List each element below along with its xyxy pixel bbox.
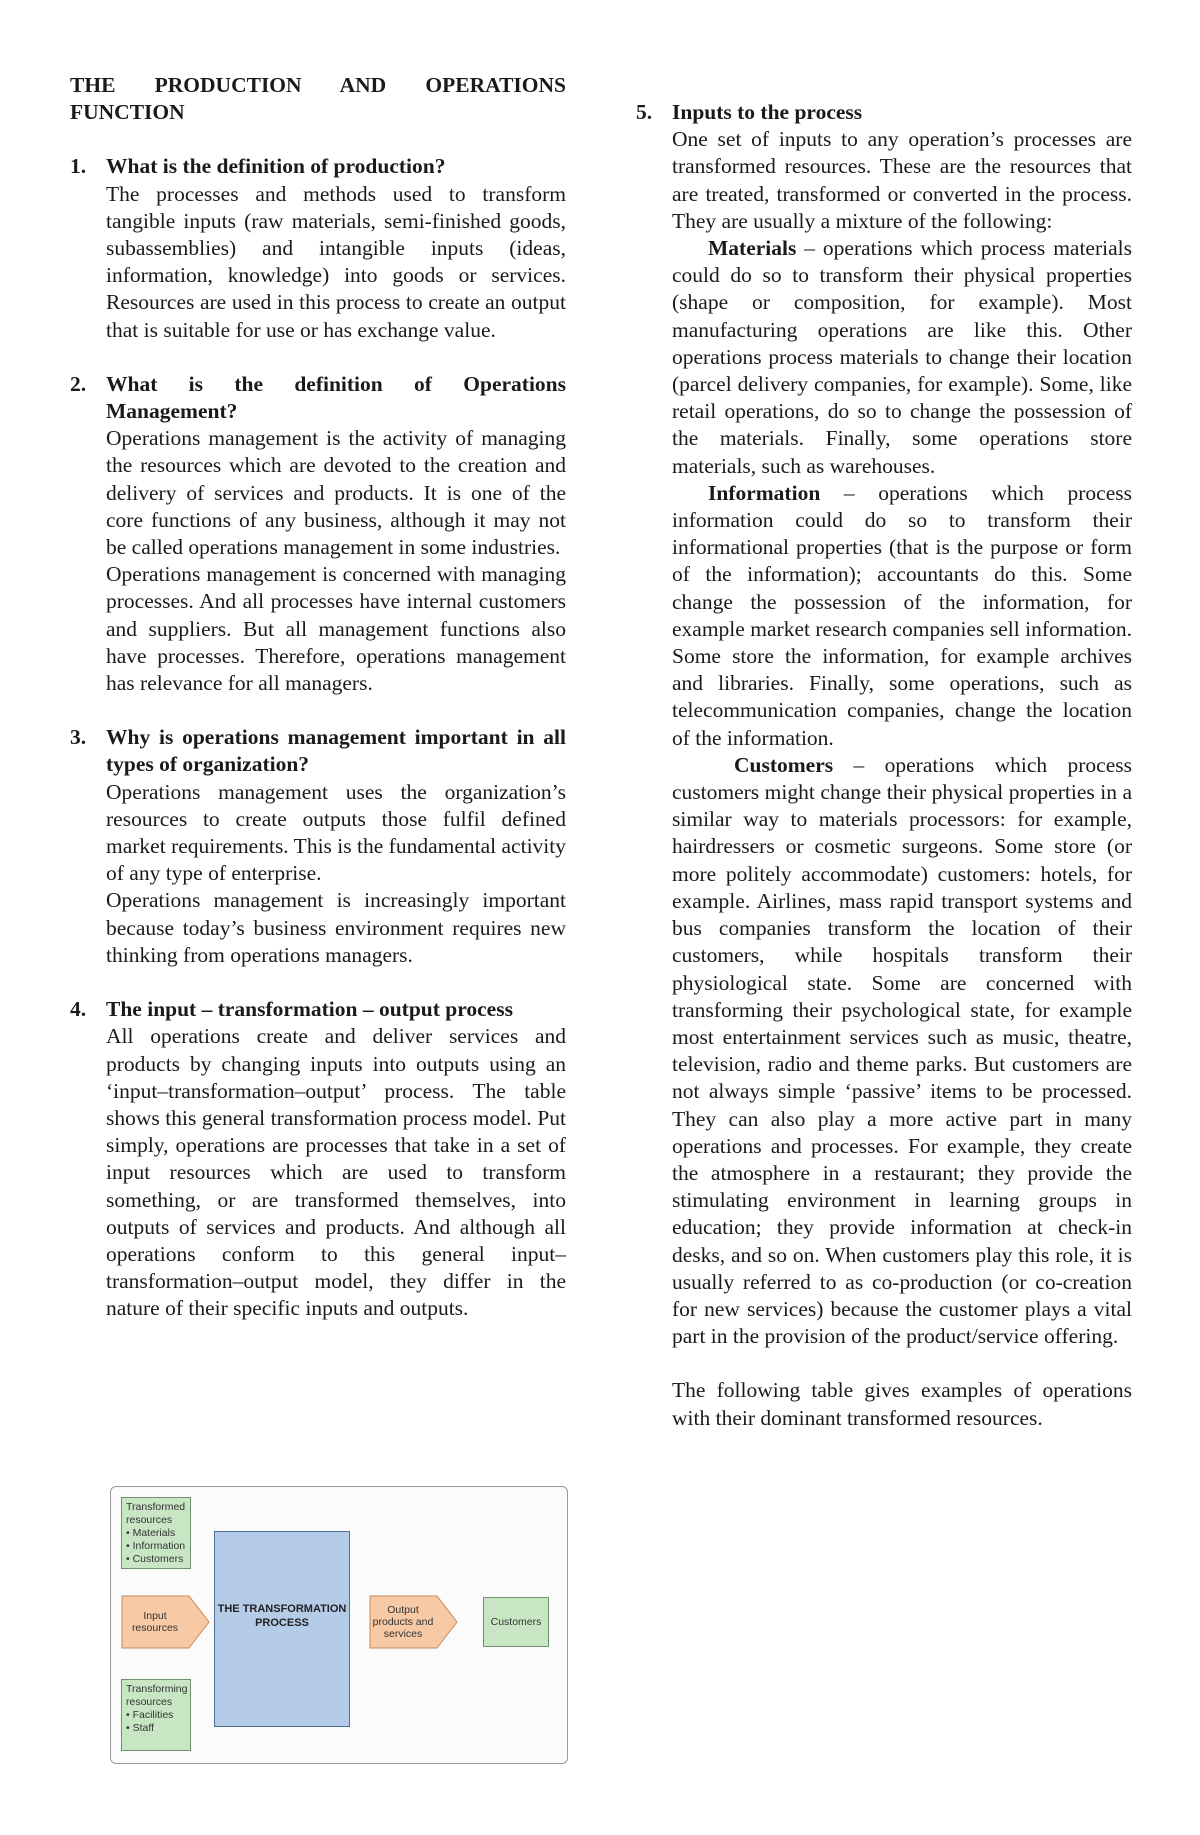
document-title <box>70 72 566 126</box>
materials-paragraph <box>672 235 1132 480</box>
section-number: 3. <box>70 725 87 750</box>
materials-term: Materials <box>708 236 797 261</box>
section-intro: One set of inputs to any operation’s processes are transformed resources. These are the resources that are treated, transformed or converted in the process. They are usually a mixture of the following: <box>672 127 1132 233</box>
customers-term: Customers <box>734 752 834 777</box>
information-paragraph <box>672 480 1132 752</box>
left-column <box>70 72 566 1350</box>
output-label: Output products and services <box>372 1604 434 1640</box>
section-question: Inputs to the process <box>672 100 863 124</box>
customers-label: Customers <box>490 1615 542 1628</box>
section-number: 4. <box>70 997 87 1022</box>
section-paragraph: The processes and methods used to transform tangible inputs (raw materials, semi-finished goods, subassemblies) and intangible inputs (ideas, information, knowledge) into goods or services. Resources are used in this process to create an output that is suitable for use or has exchange value. <box>106 181 566 342</box>
customers-box <box>483 1597 549 1647</box>
section-2 <box>70 371 566 697</box>
transformed-item: • Customers <box>126 1553 184 1565</box>
section-question: What is the definition of Operations Management? <box>106 371 566 424</box>
transformed-resources-box <box>121 1497 191 1569</box>
section-number: 1. <box>70 154 87 179</box>
section-paragraph: All operations create and deliver services and products by changing inputs into outputs using an ‘input–transformation–output’ process. The table shows this general transformation process model. Put simply, operations are processes that take in a set of input resources which are used to transform something, or are transformed themselves, into outputs of services and products. And although all operations conform to this general input–transformation–output model, they differ in the nature of their specific inputs and outputs. <box>106 1024 566 1321</box>
section-question: What is the definition of production? <box>106 154 446 179</box>
transforming-item: • Staff <box>126 1722 154 1734</box>
output-arrow <box>369 1595 459 1649</box>
section-number: 2. <box>70 371 87 396</box>
title-line-2: FUNCTION <box>70 100 185 125</box>
customers-paragraph <box>672 752 1132 1350</box>
transformed-resources-title: Transformed resources <box>126 1501 186 1526</box>
transforming-resources-title: Transforming resources <box>126 1683 188 1708</box>
transformation-process-diagram <box>110 1486 568 1764</box>
section-number: 5. <box>636 100 653 124</box>
transformed-item: • Information <box>126 1540 186 1552</box>
materials-text: – operations which process materials could do so to transform their physical properties (shape or composition, for example). Most manufacturing operations are like this. Other operations process materials to change their location (parcel delivery companies, for example). Some, like retail operations, do so to change the possession of the materials. Finally, some operations store materials, such as warehouses. <box>672 236 1132 478</box>
information-term: Information <box>708 480 821 505</box>
section-4 <box>70 996 566 1322</box>
transforming-item: • Facilities <box>126 1709 174 1721</box>
section-question: The input – transformation – output process <box>106 997 513 1022</box>
section-1 <box>70 153 566 343</box>
section-paragraph: Operations management uses the organization’s resources to create outputs those fulfil defined market requirements. This is the fundamental activity of any type of enterprise. <box>106 779 566 886</box>
information-text: – operations which process information could do so to transform their informational properties (that is the purpose or form of the information); accountants do this. Some change the possession of the information, for example market research companies sell information. Some store the information, for example archives and libraries. Finally, some operations, such as telecommunication companies, change the location of the information. <box>672 480 1132 750</box>
section-3 <box>70 724 566 969</box>
section-question: Why is operations management important in all types of organization? <box>106 725 566 777</box>
section-paragraph: Operations management is concerned with managing processes. And all processes have internal customers and suppliers. But all management functions also have processes. Therefore, operations management has relevance for all managers. <box>106 562 566 696</box>
closing-paragraph: The following table gives examples of operations with their dominant transformed resources. <box>672 1378 1132 1430</box>
transformation-process-box <box>214 1531 350 1727</box>
section-5 <box>636 99 1132 1350</box>
transformation-process-label: THE TRANSFORMATION PROCESS <box>217 1603 347 1629</box>
right-column <box>636 99 1132 1432</box>
input-resources-arrow <box>121 1595 211 1649</box>
transformed-item: • Materials <box>126 1527 176 1539</box>
input-resources-label: Input resources <box>131 1610 179 1634</box>
section-paragraph: Operations management is increasingly important because today’s business environment requires new thinking from operations managers. <box>106 888 566 967</box>
title-line-1: THE PRODUCTION AND OPERATIONS <box>70 73 566 97</box>
section-paragraph: Operations management is the activity of managing the resources which are devoted to the creation and delivery of services and products. It is one of the core functions of any business, although it may not be called operations management in some industries. <box>106 426 566 560</box>
customers-text: – operations which process customers might change their physical properties in a similar way to materials processors: for example, hairdressers or cosmetic surgeons. Some store (or more politely accommodate) customers: hotels, for example. Airlines, mass rapid transport systems and bus companies transform the location of their customers, while hospitals transform their physiological state. Some are concerned with transforming their psychological state, for example most entertainment services such as music, theatre, television, radio and theme parks. But customers are not always simple ‘passive’ items to be processed. They can also play a more active part in many operations and processes. For example, they create the atmosphere in a restaurant; they provide the stimulating environment in learning groups in education; they provide information at check-in desks, and so on. When customers play this role, it is usually referred to as co-production (or co-creation for new services) because the customer plays a vital part in the provision of the product/service offering. <box>672 752 1132 1349</box>
transforming-resources-box <box>121 1679 191 1751</box>
